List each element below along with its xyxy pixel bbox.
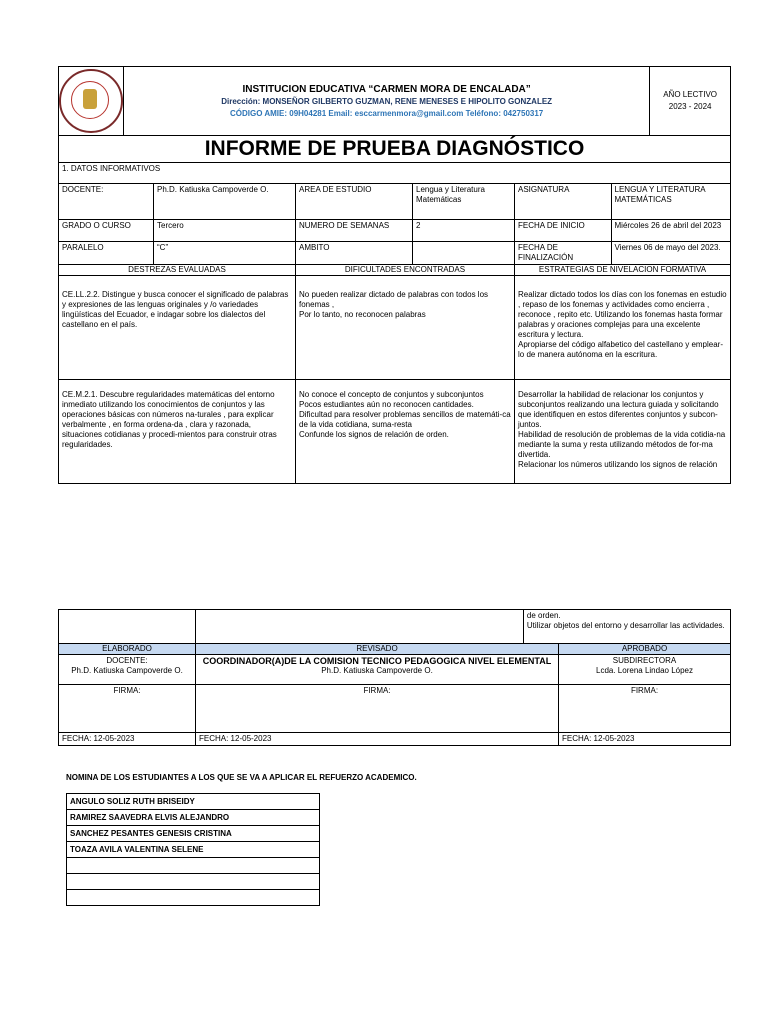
destreza-1: CE.LL.2.2. Distingue y busca conocer el significado de palabras y expresiones de las lenguas originales y /o variedades lingüísticas del Ecuador, e indagar sobre los dialectos del castellano en el país. [59,275,296,379]
elab-name: Ph.D. Katiuska Campoverde O. [71,666,183,675]
firma-aprobado: FIRMA: [559,685,731,733]
table-row [67,810,320,826]
elaborado-label: ELABORADO [59,644,196,655]
semanas-label: NUMERO DE SEMANAS [296,219,413,241]
docente-value: Ph.D. Katiuska Campoverde O. [154,183,296,219]
revisado-label: REVISADO [196,644,559,655]
docente-label: DOCENTE: [59,183,154,219]
area-value: Lengua y Literatura Matemáticas [413,183,515,219]
col-dificultades: DIFICULTADES ENCONTRADAS [296,264,515,275]
rev-name: Ph.D. Katiuska Campoverde O. [321,666,433,675]
col-destrezas: DESTREZAS EVALUADAS [59,264,296,275]
info-table [58,163,731,484]
fecha-revisado: FECHA: 12-05-2023 [196,733,559,746]
blank-cell-1 [59,610,196,644]
student-name: RAMIREZ SAAVEDRA ELVIS ALEJANDRO [67,810,320,826]
paralelo-value: “C” [154,241,296,264]
school-seal-icon [59,69,123,133]
asignatura-label: ASIGNATURA [515,183,612,219]
inicio-value: Miércoles 26 de abril del 2023 [611,219,731,241]
table-row [67,842,320,858]
grado-value: Tercero [154,219,296,241]
student-name: ANGULO SOLIZ RUTH BRISEIDY [67,794,320,810]
student-name: TOAZA AVILA VALENTINA SELENE [67,842,320,858]
school-contact: CÓDIGO AMIE: 09H04281 Email: esccarmenmora@gmail.com Teléfono: 042750317 [229,108,544,118]
fecha-aprobado: FECHA: 12-05-2023 [559,733,731,746]
blank-cell-2 [196,610,524,644]
inicio-label: FECHA DE INICIO [515,219,612,241]
table-row [67,874,320,890]
dificultad-1: No pueden realizar dictado de palabras con todos los fonemas , Por lo tanto, no reconocen palabras [296,275,515,379]
aprobado-cell [559,655,731,685]
header-table [58,66,731,163]
semanas-value: 2 [413,219,515,241]
aprobado-label: APROBADO [559,644,731,655]
student-name [67,858,320,874]
page-title: INFORME DE PRUEBA DIAGNÓSTICO [59,136,731,163]
table-row [67,890,320,906]
estrategia-1: Realizar dictado todos los días con los fonemas en estudio , repaso de los fonemas y actividades como encierra , reconoce , repito etc. Utilizando los fonemas hasta formar palabras y oraciones complejas para una excelente escritura y lectura. Apropiarse del código alfabetico del castellano y emplear-lo de manera autónoma en la escritura. [515,275,731,379]
fin-label: FECHA DE FINALIZACIÓN [515,241,612,264]
destreza-2: CE.M.2.1. Descubre regularidades matemáticas del entorno inmediato utilizando los conocimientos de conjuntos y las operaciones básicas con números na-turales , para explicar verbalmente , en forma ordena-da , clara y razonada, situaciones cotidianas y procedi-mientos para construir otras regularidades. [59,379,296,483]
student-name: SANCHEZ PESANTES GENESIS CRISTINA [67,826,320,842]
school-address: Dirección: MONSEÑOR GILBERTO GUZMAN, RENE MENESES E HIPOLITO GONZALEZ [221,96,553,106]
report-page-2 [58,609,731,746]
fecha-elaborado: FECHA: 12-05-2023 [59,733,196,746]
grado-label: GRADO O CURSO [59,219,154,241]
revisado-cell [196,655,559,685]
school-year [650,67,731,136]
table-row [67,858,320,874]
school-info [124,67,650,136]
asignatura-value: LENGUA Y LITERATURA MATEMÁTICAS [611,183,731,219]
elab-role: DOCENTE: [106,656,148,665]
report-page-1 [58,66,731,484]
firma-revisado: FIRMA: [196,685,559,733]
area-label: AREA DE ESTUDIO [296,183,413,219]
continuation-text: de orden. Utilizar objetos del entorno y desarrollar las actividades. [523,610,730,644]
ambito-label: AMBITO [296,241,413,264]
rev-role: COORDINADOR(A)DE LA COMISION TECNICO PEDAGOGICA NIVEL ELEMENTAL [202,656,552,666]
table-row [67,826,320,842]
apr-name: Lcda. Lorena Lindao López [596,666,693,675]
elaborado-cell [59,655,196,685]
signature-table [58,609,731,746]
year-value: 2023 - 2024 [668,102,712,111]
table-row [67,794,320,810]
dificultad-2: No conoce el concepto de conjuntos y subconjuntos Pocos estudiantes aún no reconocen cantidades. Dificultad para resolver problemas sencillos de matemáti-ca de la vida cotidiana, suma-resta Confunde los signos de relación de orden. [296,379,515,483]
logo-cell [59,67,124,136]
year-label: AÑO LECTIVO [663,90,718,99]
student-name [67,874,320,890]
school-name: INSTITUCION EDUCATIVA “CARMEN MORA DE ENCALADA” [242,83,531,95]
paralelo-label: PARALELO [59,241,154,264]
apr-role: SUBDIRECTORA [612,656,677,665]
col-estrategias: ESTRATEGIAS DE NIVELACION FORMATIVA [515,264,731,275]
students-table [66,793,320,906]
firma-elaborado: FIRMA: [59,685,196,733]
section-heading: 1. DATOS INFORMATIVOS [59,163,731,183]
ambito-value [413,241,515,264]
estrategia-2: Desarrollar la habilidad de relacionar los conjuntos y subconjuntos realizando una lectura guiada y solicitando que identifiquen en estos diferentes conjuntos y subcon-juntos. Habilidad de resolución de problemas de la vida cotidia-na mediante la suma y resta utilizando métodos de for-ma divertida. Relacionar los números utilizando los signos de relación [515,379,731,483]
student-name [67,890,320,906]
fin-value: Viernes 06 de mayo del 2023. [611,241,731,264]
nomina-title: NOMINA DE LOS ESTUDIANTES A LOS QUE SE VA A APLICAR EL REFUERZO ACADEMICO. [66,773,417,782]
